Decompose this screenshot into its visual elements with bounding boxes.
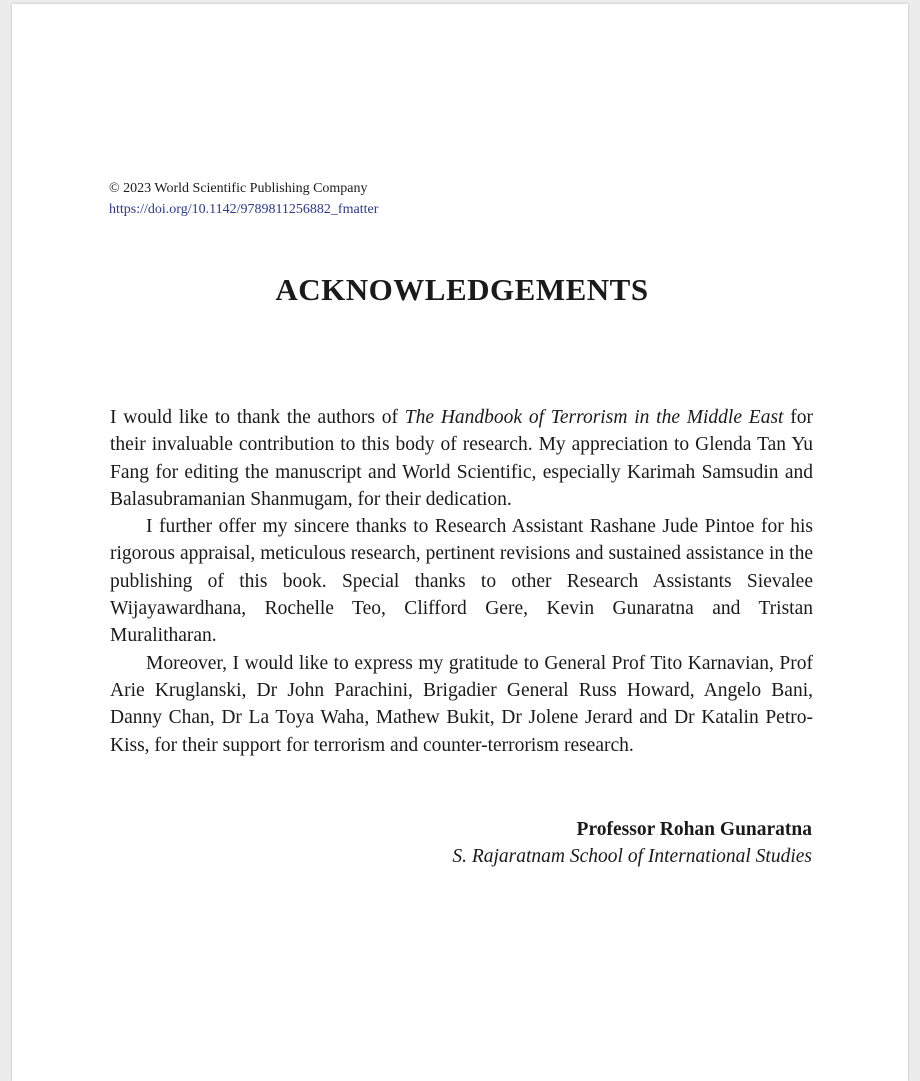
paragraph-3: Moreover, I would like to express my gratitude to General Prof Tito Karnavian, Prof Arie Kruglanski, Dr John Parachini, Brigadier General Russ Howard, Angelo Bani, Danny Chan, Dr La Toya Waha, Mathew Bukit, Dr Jolene Jerard and Dr Katalin Petro-Kiss, for their support for terrorism and counter-terrorism research. <box>110 652 813 756</box>
copyright-notice: © 2023 World Scientific Publishing Company <box>109 181 368 196</box>
paragraph-1-lead: I would like to thank the authors of <box>110 407 405 428</box>
document-page <box>12 4 908 1081</box>
acknowledgements-body <box>110 404 813 759</box>
paragraph-1 <box>110 404 813 513</box>
paragraph-1-rest: for their invaluable contribution to this body of research. My appreciation to Glenda Tan Yu Fang for editing the manuscript and World Scientific, especially Karimah Samsudin and Balasubramanian Shanmugam, for their dedication. <box>110 407 813 510</box>
book-title: The Handbook of Terrorism in the Middle East <box>404 407 784 428</box>
signature-affiliation: S. Rajaratnam School of International Studies <box>452 846 812 867</box>
paragraph-2: I further offer my sincere thanks to Research Assistant Rashane Jude Pintoe for his rigorous appraisal, meticulous research, pertinent revisions and sustained assistance in the publishing of this book. Special thanks to other Research Assistants Sievalee Wijayawardhana, Rochelle Teo, Clifford Gere, Kevin Gunaratna and Tristan Muralitharan. <box>110 516 813 647</box>
signature-name: Professor Rohan Gunaratna <box>576 819 812 840</box>
page-title: ACKNOWLEDGEMENTS <box>275 272 649 307</box>
signature-block <box>452 816 812 870</box>
doi-link[interactable]: https://doi.org/10.1142/9789811256882_fmatter <box>109 202 379 217</box>
